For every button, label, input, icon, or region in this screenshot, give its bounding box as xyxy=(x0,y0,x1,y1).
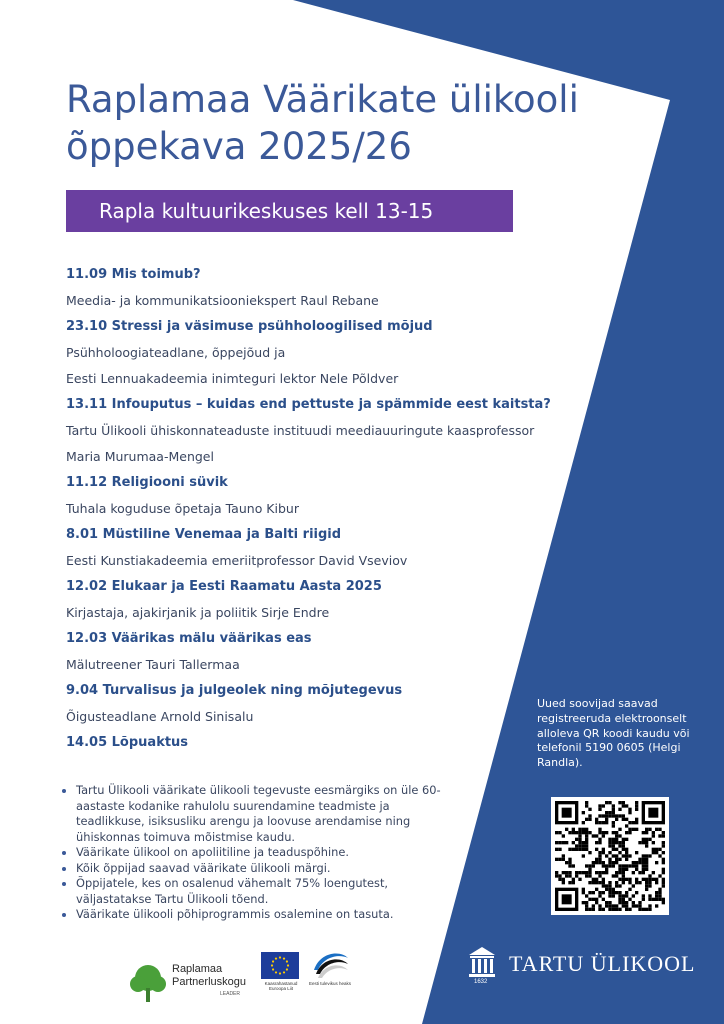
schedule-lecture-title: 8.01 Müstiline Venemaa ja Balti riigid xyxy=(66,527,342,542)
eu-star-icon xyxy=(283,971,285,973)
schedule-lecture-title: 12.02 Elukaar ja Eesti Raamatu Aasta 2025 xyxy=(66,579,382,594)
schedule-lecture-title: 13.11 Infouputus – kuidas end pettuste ja spämmide eest kaitsta? xyxy=(66,397,551,412)
title-line-2: õppekava 2025/26 xyxy=(66,125,412,168)
schedule-lecturer: Õigusteadlane Arnold Sinisalu xyxy=(66,709,254,724)
schedule-lecture-title: 12.03 Väärikas mälu väärikas eas xyxy=(66,631,312,646)
university-year: 1632 xyxy=(474,979,488,985)
eu-star-icon xyxy=(272,968,274,970)
eu-star-icon xyxy=(272,960,274,962)
note-item: • Väärikate ülikool on apoliitiline ja teaduspõhine. xyxy=(76,845,456,861)
eu-star-icon xyxy=(279,956,281,958)
schedule-list xyxy=(66,262,586,756)
estonian-flag-swoosh-icon xyxy=(310,948,350,982)
title-line-1: Raplamaa Väärikate ülikooli xyxy=(66,78,579,121)
venue-banner: Rapla kultuurikeskuses kell 13-15 xyxy=(66,190,513,232)
eu-flag-icon xyxy=(261,952,299,979)
note-item: • Kõik õppijad saavad väärikate ülikooli märgi. xyxy=(76,861,456,877)
page-title xyxy=(66,76,626,170)
tree-logo-icon xyxy=(128,962,168,1006)
eu-funding-text: Kaasrahastanud Euroopa Liit xyxy=(264,981,298,991)
schedule-lecture-title: 9.04 Turvalisus ja julgeolek ning mõjutegevus xyxy=(66,683,403,698)
info-notes xyxy=(62,783,456,923)
schedule-lecturer: Psühholoogiateadlane, õppejõud ja xyxy=(66,345,286,360)
eu-star-icon xyxy=(275,971,277,973)
schedule-lecturer: Tuhala koguduse õpetaja Tauno Kibur xyxy=(66,501,299,516)
partner-sub: LEADER xyxy=(220,991,241,997)
eu-star-icon xyxy=(275,957,277,959)
schedule-lecturer: Eesti Kunstiakadeemia emeriitprofessor David Vseviov xyxy=(66,553,408,568)
eu-star-icon xyxy=(286,960,288,962)
partner-name-1: Raplamaa xyxy=(172,963,223,975)
note-item: • Tartu Ülikooli väärikate ülikooli tegevuste eesmärgiks on üle 60-aastaste kodanike rahulolu suurendamine teadmiste ja teadlikkuse, isiksusliku arengu ja loovuse arendamise ning ühiskonnas toimuva mõistmise kaudu. xyxy=(76,783,456,845)
schedule-lecturer: Eesti Lennuakadeemia inimteguri lektor Nele Põldver xyxy=(66,371,399,386)
eu-star-icon xyxy=(287,964,289,966)
note-item: • Õppijatele, kes on osalenud vähemalt 75% loengutest, väljastatakse Tartu Ülikooli tõend. xyxy=(76,876,456,907)
partner-logo xyxy=(128,958,248,1008)
schedule-lecture-title: 11.12 Religiooni süvik xyxy=(66,475,228,490)
schedule-lecturer: Tartu Ülikooli ühiskonnateaduste instituudi meediauuringute kaasprofessor xyxy=(66,423,535,438)
schedule-lecturer: Meedia- ja kommunikatsiooniekspert Raul Rebane xyxy=(66,293,379,308)
eu-star-icon xyxy=(283,957,285,959)
schedule-lecture-title: 23.10 Stressi ja väsimuse psühholoogilised mõjud xyxy=(66,319,433,334)
note-item: • Väärikate ülikooli põhiprogrammis osalemine on tasuta. xyxy=(76,907,456,923)
schedule-lecturer: Kirjastaja, ajakirjanik ja poliitik Sirje Endre xyxy=(66,605,330,620)
eu-star-icon xyxy=(271,964,273,966)
registration-info: Uued soovijad saavad registreeruda elektroonselt alloleva QR koodi kaudu või telefonil 5190 0605 (Helgi Randla). xyxy=(537,697,690,770)
estonia-text: Eesti tulevikus heaks xyxy=(308,981,352,986)
schedule-lecture-title: 11.09 Mis toimub? xyxy=(66,267,201,282)
schedule-lecture-title: 14.05 Lõpuaktus xyxy=(66,735,189,750)
eu-star-icon xyxy=(279,972,281,974)
qr-code-icon[interactable] xyxy=(551,797,669,915)
university-name: TARTU ÜLIKOOL xyxy=(509,951,696,976)
schedule-lecturer: Mälutreener Tauri Tallermaa xyxy=(66,657,240,672)
eu-star-icon xyxy=(286,968,288,970)
partner-name-2: Partnerluskogu xyxy=(172,976,246,988)
schedule-lecturer: Maria Murumaa-Mengel xyxy=(66,449,214,464)
